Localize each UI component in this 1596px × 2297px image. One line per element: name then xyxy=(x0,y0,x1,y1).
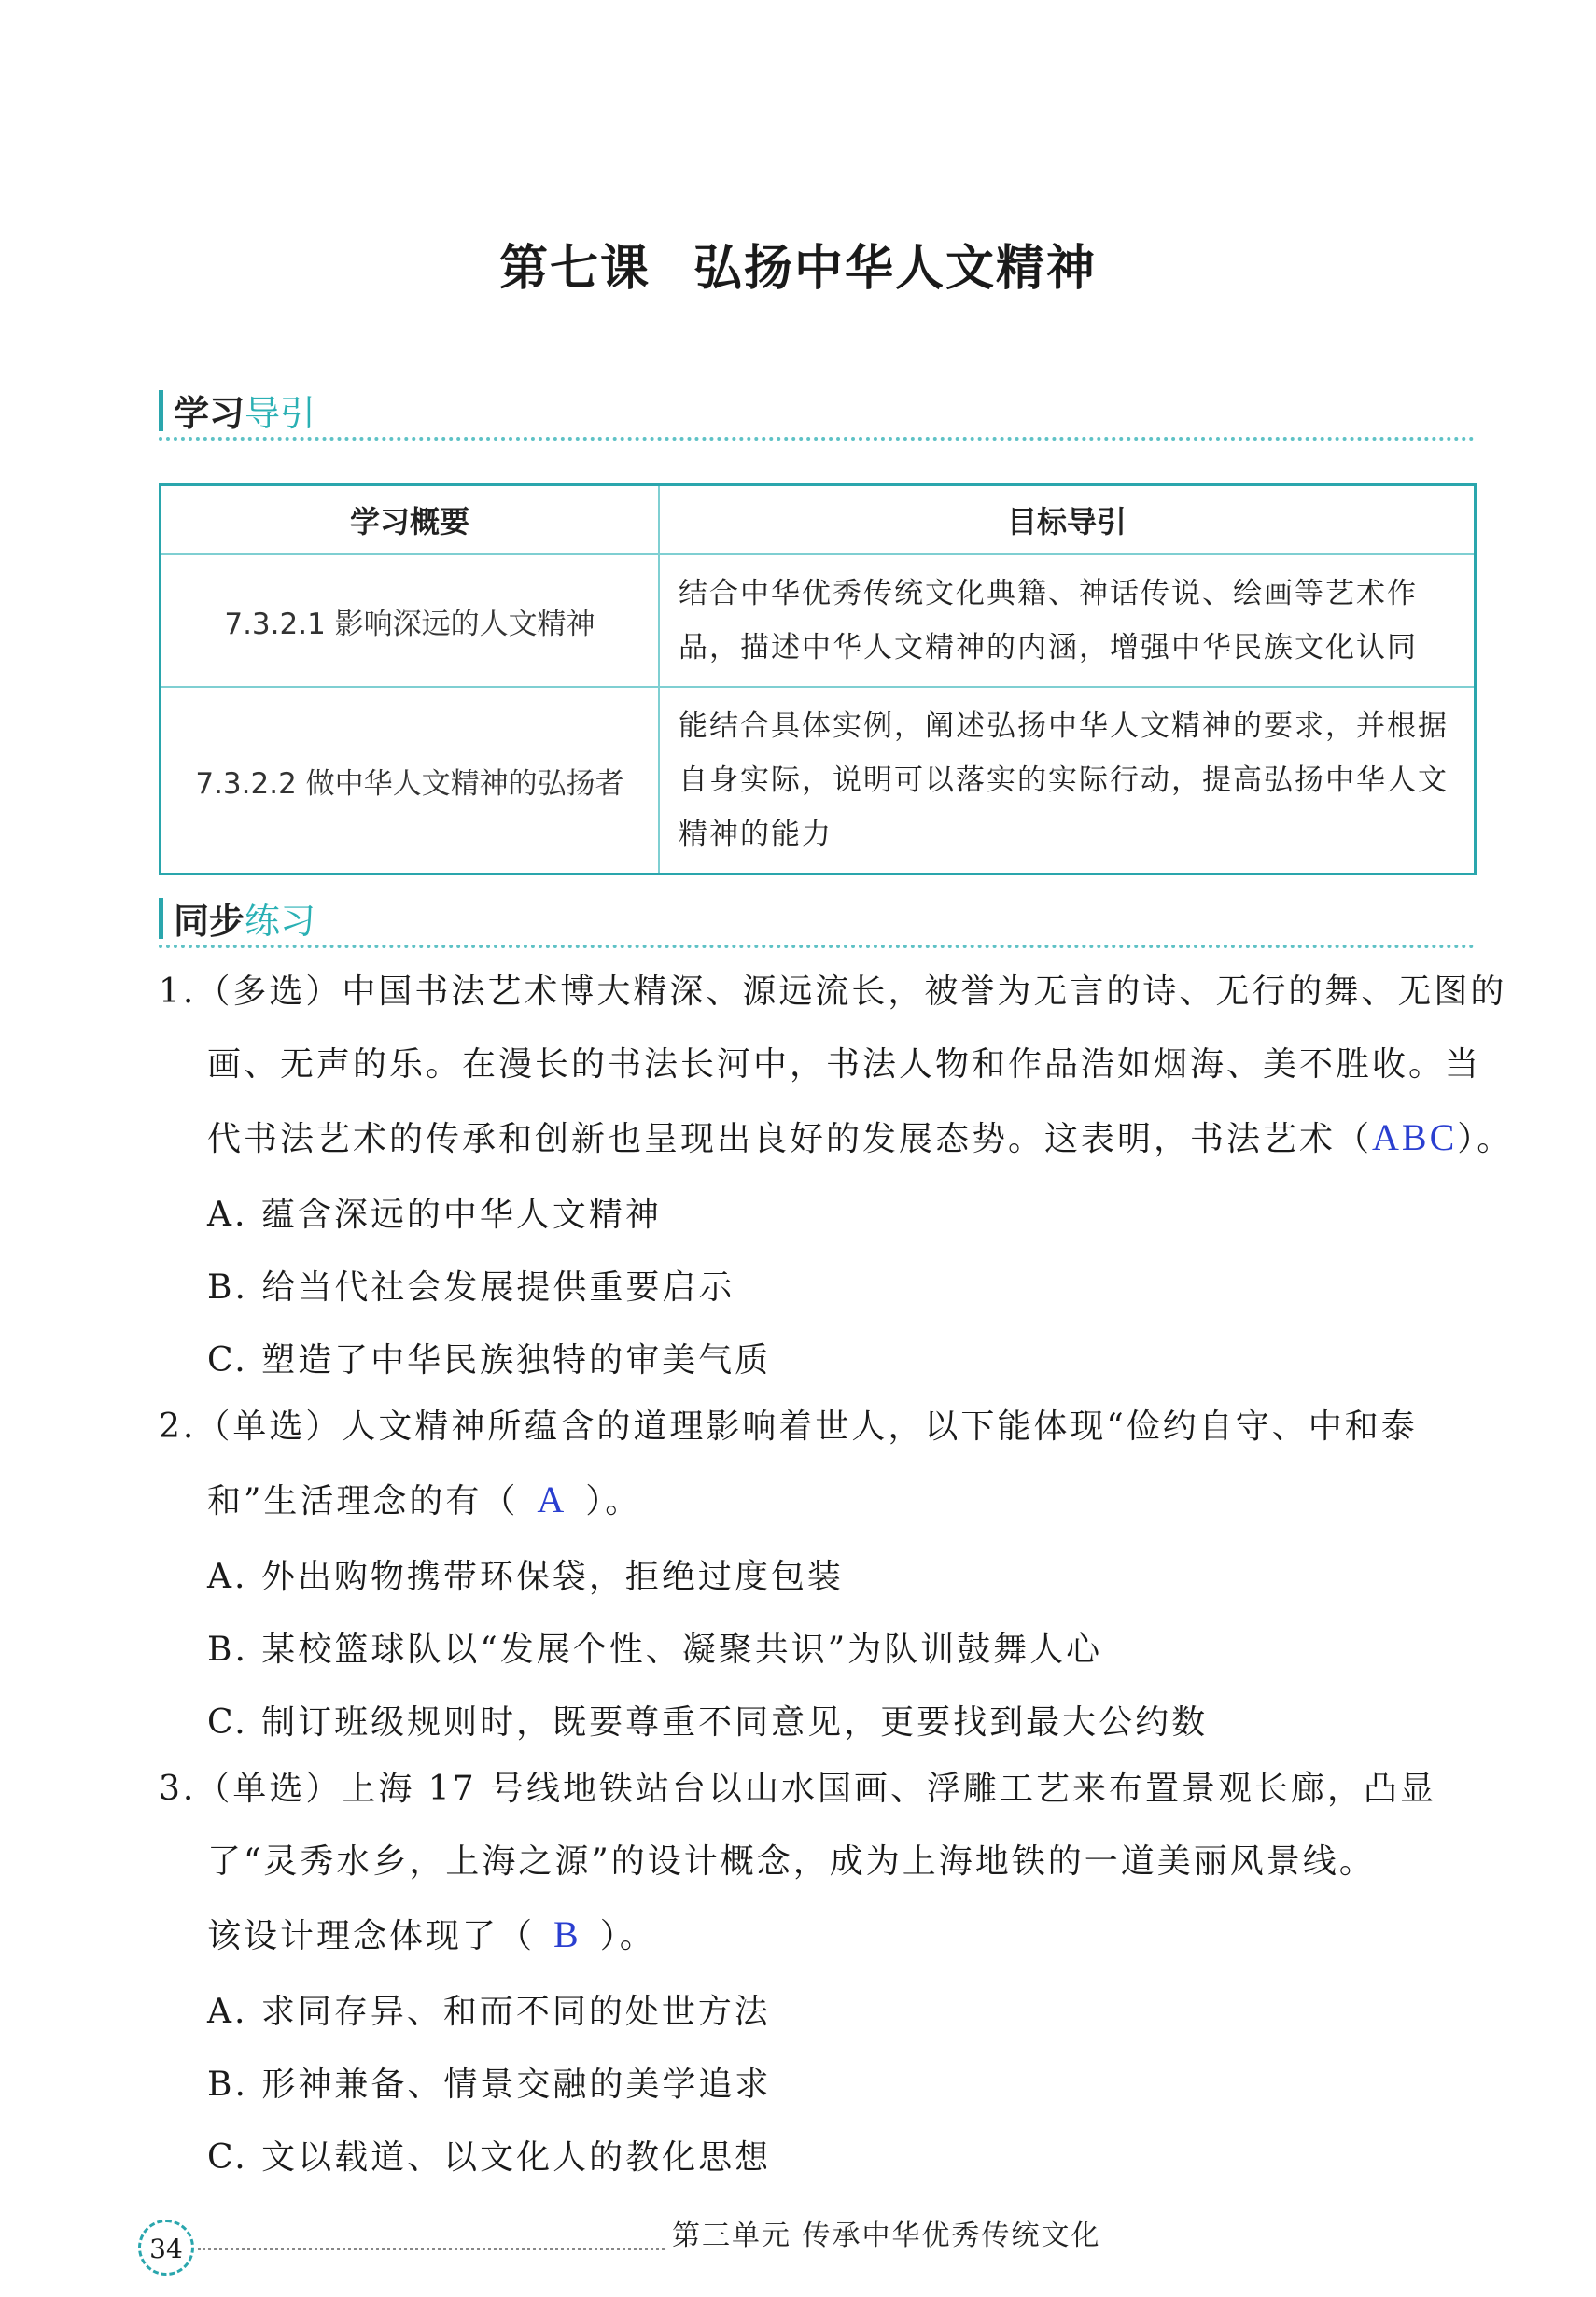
section-bar xyxy=(159,390,163,431)
table-header-summary: 学习概要 xyxy=(161,485,660,555)
lesson-title xyxy=(0,229,1596,299)
table-cell-code: 7.3.2.2 做中华人文精神的弘扬者 xyxy=(161,687,660,875)
option-b: B. 形神兼备、情景交融的美学追求 xyxy=(207,2066,772,2104)
section-title-dark: 学习 xyxy=(174,393,245,434)
question-line-last xyxy=(159,1898,1493,1973)
option-b: B. 给当代社会发展提供重要启示 xyxy=(207,1268,735,1307)
answer-text: ABC xyxy=(1372,1116,1458,1158)
option-c: C. 制订班级规则时，既要尊重不同意见，更要找到最大公约数 xyxy=(207,1703,1209,1742)
option-c: C. 文以载道、以文化人的教化思想 xyxy=(207,2138,772,2177)
answer-text: A xyxy=(537,1478,567,1520)
table-cell-goal xyxy=(659,687,1476,875)
goal-line: 自身实际，说明可以落实的实际行动，提高弘扬中华人文 xyxy=(679,763,1449,797)
section-title-light: 练习 xyxy=(245,901,316,942)
lesson-name: 弘扬中华人文精神 xyxy=(693,240,1098,297)
question-tail: ）。 xyxy=(599,1917,656,1955)
table-row xyxy=(161,554,1476,687)
goal-line: 精神的能力 xyxy=(679,818,833,851)
question-text: 代书法艺术的传承和创新也呈现出良好的发展态势。这表明，书法艺术（ xyxy=(207,1120,1373,1158)
section-header-study-guide xyxy=(159,381,1475,441)
goal-line: 结合中华优秀传统文化典籍、神话传说、绘画等艺术作 xyxy=(679,577,1418,610)
table-header-goals: 目标导引 xyxy=(659,485,1476,555)
section-title-light: 导引 xyxy=(245,393,316,434)
question-2 xyxy=(159,1391,1493,1538)
question-line: 画、无声的乐。在漫长的书法长河中，书法人物和作品浩如烟海、美不胜收。当 xyxy=(207,1045,1482,1084)
question-line: 了“灵秀水乡，上海之源”的设计概念，成为上海地铁的一道美丽风景线。 xyxy=(207,1842,1376,1881)
answer-text: B xyxy=(553,1913,581,1955)
question-line: 1.（多选）中国书法艺术博大精深、源远流长，被誉为无言的诗、无行的舞、无图的 xyxy=(159,973,1507,1011)
option-a: A. 蕴含深远的中华人文精神 xyxy=(207,1196,662,1234)
section-bar xyxy=(159,898,163,939)
question-line: 2.（单选）人文精神所蕴含的道理影响着世人，以下能体现“俭约自守、中和泰 xyxy=(159,1408,1418,1446)
question-text: 该设计理念体现了（ xyxy=(207,1917,536,1955)
section-header-practice xyxy=(159,889,1475,948)
option-a: A. 外出购物携带环保袋，拒绝过度包装 xyxy=(207,1558,844,1596)
study-guide-table xyxy=(159,483,1477,875)
option-a: A. 求同存异、和而不同的处世方法 xyxy=(207,1993,771,2031)
page-number: 34 xyxy=(138,2220,194,2276)
table-cell-goal xyxy=(659,554,1476,687)
table-row xyxy=(161,687,1476,875)
question-text: 和”生活理念的有（ xyxy=(207,1482,519,1520)
table-cell-code: 7.3.2.1 影响深远的人文精神 xyxy=(161,554,660,687)
option-b: B. 某校篮球队以“发展个性、凝聚共识”为队训鼓舞人心 xyxy=(207,1631,1103,1669)
footer-unit-text: 第三单元 传承中华优秀传统文化 xyxy=(672,2220,1101,2252)
section-title-dark: 同步 xyxy=(174,901,245,942)
question-line-last xyxy=(159,1101,1514,1176)
question-line: 3.（单选）上海 17 号线地铁站台以山水国画、浮雕工艺来布置景观长廊，凸显 xyxy=(159,1770,1437,1808)
question-3 xyxy=(159,1753,1493,1973)
question-tail: ）。 xyxy=(1457,1120,1514,1158)
question-line-last xyxy=(159,1464,1493,1538)
question-tail: ）。 xyxy=(585,1482,642,1520)
goal-line: 能结合具体实例，阐述弘扬中华人文精神的要求，并根据 xyxy=(679,709,1449,743)
goal-line: 品，描述中华人文精神的内涵，增强中华民族文化认同 xyxy=(679,631,1418,665)
question-1 xyxy=(159,956,1514,1176)
footer-divider xyxy=(198,2248,665,2250)
option-c: C. 塑造了中华民族独特的审美气质 xyxy=(207,1341,772,1380)
lesson-number: 第七课 xyxy=(498,240,651,297)
